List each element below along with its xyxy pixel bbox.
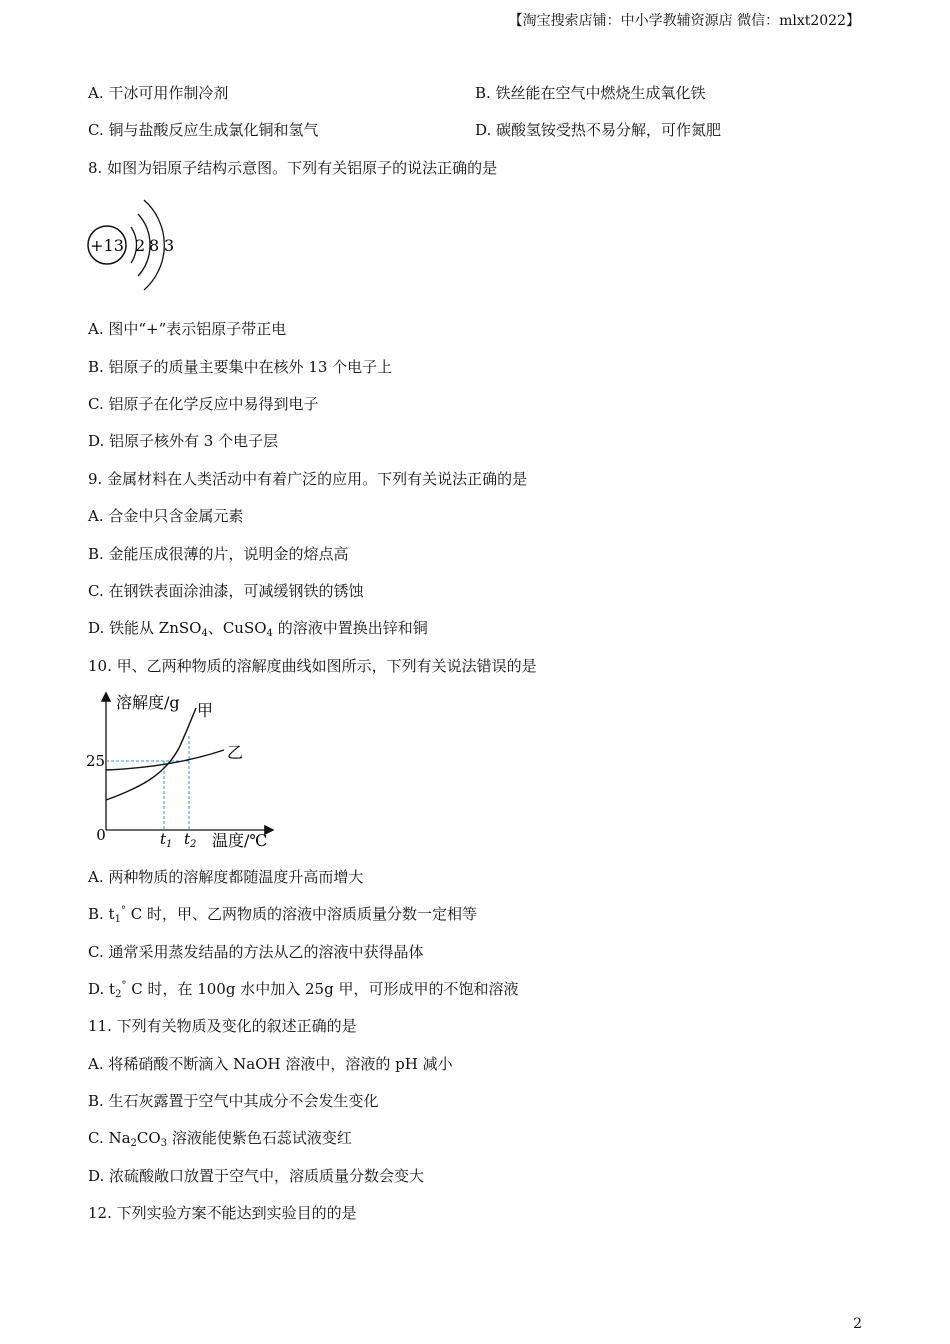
q8-option-c: C. 铝原子在化学反应中易得到电子 [88,395,319,413]
q10-option-c: C. 通常采用蒸发结晶的方法从乙的溶液中获得晶体 [88,943,424,961]
q11-option-a: A. 将稀硝酸不断滴入 NaOH 溶液中，溶液的 pH 减小 [88,1055,453,1073]
page-number: 2 [853,1316,862,1332]
shell-3-electrons: 3 [164,236,175,255]
q10-option-a: A. 两种物质的溶解度都随温度升高而增大 [88,868,364,886]
solubility-curve-figure [84,688,284,853]
y-axis-label: 溶解度/g [116,693,180,712]
q7-option-d: D. 碳酸氢铵受热不易分解，可作氮肥 [475,121,722,139]
q11-option-b: B. 生石灰露置于空气中其成分不会发生变化 [88,1092,379,1110]
origin-label: 0 [96,826,106,844]
q7-option-c: C. 铜与盐酸反应生成氯化铜和氢气 [88,121,319,139]
shell-1-electrons: 2 [135,236,146,255]
q10-stem: 10. 甲、乙两种物质的溶解度曲线如图所示，下列有关说法错误的是 [88,657,537,675]
q7-option-a: A. 干冰可用作制冷剂 [88,84,229,102]
q8-option-a: A. 图中“+”表示铝原子带正电 [88,320,287,338]
q9-option-b: B. 金能压成很薄的片，说明金的熔点高 [88,545,349,563]
x-tick-t2: $t_2$ [184,830,197,850]
q11-stem: 11. 下列有关物质及变化的叙述正确的是 [88,1017,357,1035]
y-tick-25: 25 [86,752,106,770]
q9-option-c: C. 在钢铁表面涂油漆，可减缓钢铁的锈蚀 [88,582,364,600]
q10-option-d: D. $t_2^\circ$ C 时，在 100g 水中加入 25g 甲，可形成甲的不饱和溶液 [88,980,519,1000]
q11-option-d: D. 浓硫酸敞口放置于空气中，溶质质量分数会变大 [88,1167,425,1185]
q10-option-b: B. $t_1^\circ$ C 时，甲、乙两物质的溶液中溶质质量分数一定相等 [88,905,477,925]
q11-option-c: C. $Na_2CO_3$ 溶液能使紫色石蕊试液变红 [88,1129,352,1149]
q12-stem: 12. 下列实验方案不能达到实验目的的是 [88,1204,357,1222]
x-tick-t1: $t_1$ [160,830,173,850]
curve-jia [106,708,196,800]
q9-stem: 9. 金属材料在人类活动中有着广泛的应用。下列有关说法正确的是 [88,470,528,488]
shell-2-electrons: 8 [149,236,160,255]
series-label-yi: 乙 [227,743,244,762]
q7-option-b: B. 铁丝能在空气中燃烧生成氧化铁 [475,84,706,102]
page-header: 【淘宝搜索店铺：中小学教辅资源店 微信：mlxt2022】 [508,13,860,29]
aluminum-atom-diagram [84,193,194,298]
series-label-jia: 甲 [197,701,214,720]
nucleus-charge: +13 [90,236,124,255]
x-axis-label: 温度/℃ [212,831,268,850]
q8-option-b: B. 铝原子的质量主要集中在核外 13 个电子上 [88,358,393,376]
q9-option-d: D. 铁能从 ZnSO$_4$、CuSO$_4$ 的溶液中置换出锌和铜 [88,619,428,639]
q9-option-a: A. 合金中只含金属元素 [88,507,244,525]
q8-stem: 8. 如图为铝原子结构示意图。下列有关铝原子的说法正确的是 [88,159,498,177]
q8-option-d: D. 铝原子核外有 3 个电子层 [88,432,279,450]
